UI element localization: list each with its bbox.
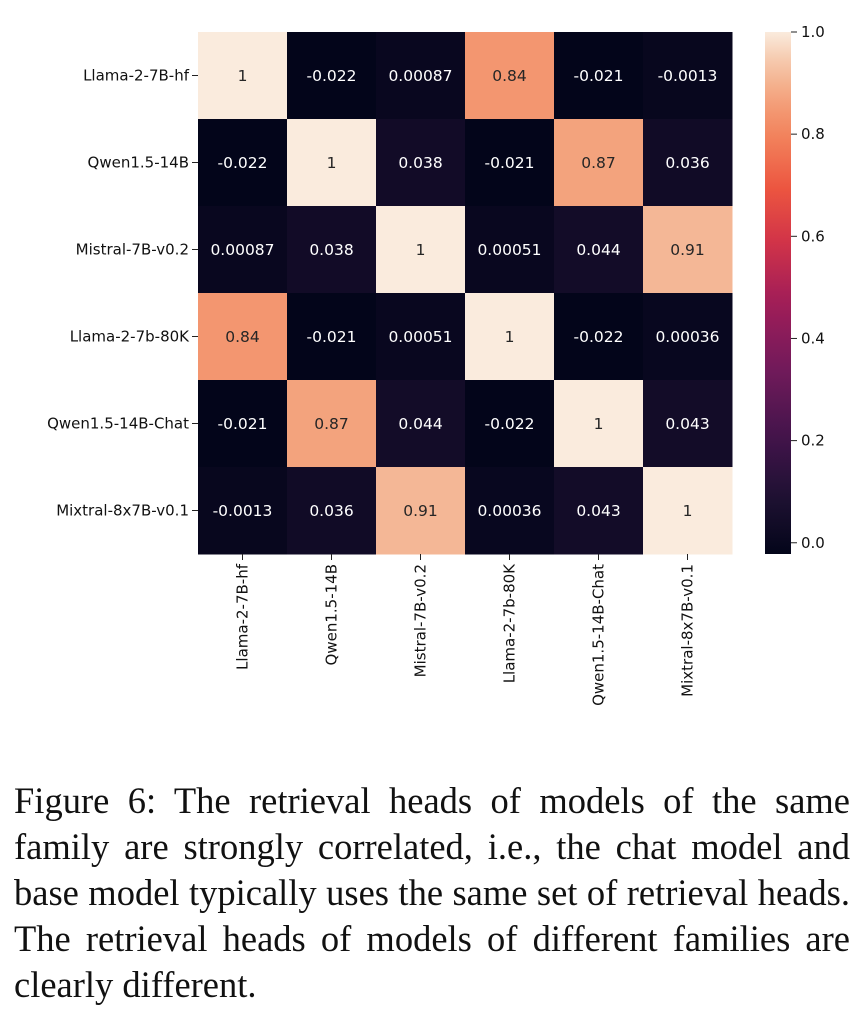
cell-value-label: -0.021 [573,67,624,85]
cell-value-label: 0.00087 [210,241,275,259]
row-tick-label: Qwen1.5-14B [87,153,189,172]
colorbar [765,23,825,554]
cell-value-label: -0.021 [306,328,357,346]
cell-value-label: 0.036 [665,154,710,172]
figure-caption: Figure 6: The retrieval heads of models of the same family are strongly correlated, i.e., the chat model and base model typically uses the same set of retrieval heads. The retrieval heads of models of different families are clearly different. [14,780,850,1005]
row-tick-label: Llama-2-7B-hf [83,66,189,85]
column-tick-label: Llama-2-7B-hf [233,564,252,670]
colorbar-gradient [765,32,791,554]
cell-value-label: -0.022 [306,67,357,85]
cell-value-label: -0.022 [484,415,535,433]
cell-value-label: 1 [237,67,248,85]
cell-value-label: 0.84 [225,328,260,346]
cell-value-label: -0.021 [484,154,535,172]
colorbar-tick-label: 0.8 [801,125,825,144]
cell-value-label: -0.0013 [657,67,718,85]
cell-value-label: -0.022 [573,328,624,346]
row-tick-labels [47,67,198,520]
cell-value-label: 0.043 [665,415,710,433]
cell-value-label: 0.00036 [477,502,542,520]
row-tick-label: Mixtral-8x7B-v0.1 [56,501,189,520]
cell-value-label: 0.044 [576,241,621,259]
cell-value-label: 0.87 [314,415,349,433]
cell-value-label: 0.00051 [388,328,453,346]
cell-value-label: 0.00087 [388,67,453,85]
cell-value-label: -0.022 [217,154,268,172]
column-tick-label: Qwen1.5-14B [322,564,341,666]
row-tick-label: Mistral-7B-v0.2 [75,240,189,259]
colorbar-tick-label: 0.6 [801,227,825,246]
colorbar-tick-label: 0.4 [801,329,825,348]
colorbar-tick-label: 0.0 [801,533,825,552]
colorbar-tick-label: 1.0 [801,23,825,41]
cell-value-label: -0.021 [217,415,268,433]
colorbar-tick-label: 0.2 [801,431,825,450]
cell-value-label: 0.036 [309,502,354,520]
cell-value-label: 1 [326,154,337,172]
column-tick-labels [234,554,697,706]
cell-value-label: 0.00036 [655,328,720,346]
heatmap-cells [198,32,733,555]
cell-value-label: 1 [593,415,604,433]
cell-value-label: 0.043 [576,502,621,520]
cell-value-label: 1 [504,328,515,346]
column-tick-label: Llama-2-7b-80K [500,564,519,684]
cell-value-label: 0.84 [492,67,527,85]
cell-value-label: 1 [682,502,693,520]
cell-value-label: 0.038 [398,154,443,172]
column-tick-label: Mixtral-8x7B-v0.1 [678,564,697,697]
cell-value-label: 0.87 [581,154,616,172]
row-tick-label: Qwen1.5-14B-Chat [47,414,189,433]
cell-value-label: 0.00051 [477,241,542,259]
cell-value-label: -0.0013 [212,502,273,520]
cell-value-label: 0.044 [398,415,443,433]
cell-value-label: 0.91 [403,502,438,520]
row-tick-label: Llama-2-7b-80K [69,327,189,346]
column-tick-label: Qwen1.5-14B-Chat [589,564,608,706]
cell-value-label: 0.91 [670,241,705,259]
column-tick-label: Mistral-7B-v0.2 [411,564,430,678]
cell-value-label: 0.038 [309,241,354,259]
cell-value-label: 1 [415,241,426,259]
